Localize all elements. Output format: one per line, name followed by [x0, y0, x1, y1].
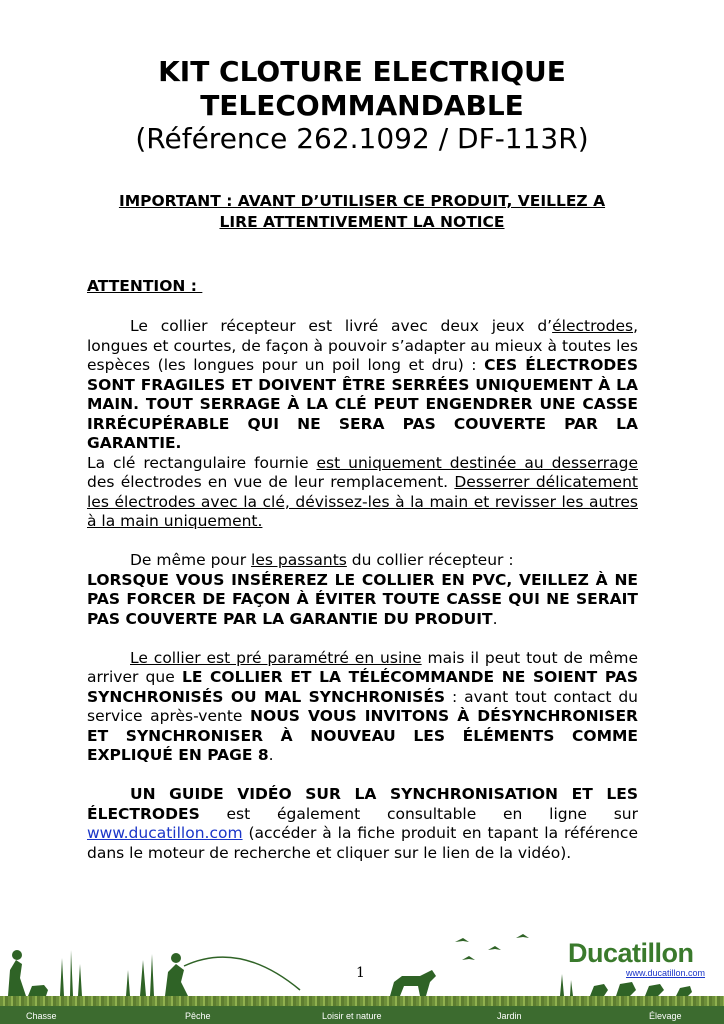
important-line-1: IMPORTANT : AVANT D’UTILISER CE PRODUIT, VEILLEZ A — [118, 192, 606, 210]
title-line-2: TELECOMMANDABLE — [200, 89, 524, 122]
text: mais il peut tout de même arriver que — [87, 648, 638, 686]
text: , longues et courtes, de façon à pouvoir s’adapter au mieux à toutes les espèces (les longues pour un poil long et dru) : — [87, 317, 638, 374]
text: : avant tout contact du service après-vente — [87, 687, 638, 725]
footer-category-bar — [0, 1006, 724, 1024]
footer-category-chasse: Chasse — [26, 1011, 57, 1021]
document-reference: (Référence 262.1092 / DF-113R) — [135, 122, 589, 155]
important-line-2: LIRE ATTENTIVEMENT LA NOTICE — [219, 213, 505, 231]
text: est également consultable en ligne sur — [199, 804, 638, 823]
document-body — [87, 317, 638, 883]
brand-url-link[interactable]: www.ducatillon.com — [626, 968, 706, 978]
grass-strip — [0, 996, 724, 1006]
ducatillon-link[interactable]: www.ducatillon.com — [87, 824, 243, 842]
text-bold: CES ÉLECTRODES SONT FRAGILES ET DOIVENT ÊTRE SERRÉES UNIQUEMENT À LA MAIN. TOUT SERRAGE À LA CLÉ PEUT ENGENDRER UNE CASSE IRRÉCUPÉRABLE QUI NE SERA PAS COUVERTE PAR LA GARANTIE. — [87, 356, 638, 452]
footer-category-elevage: Élevage — [649, 1011, 682, 1021]
attention-heading: ATTENTION : — [87, 277, 203, 295]
text: La clé rectangulaire fournie — [87, 453, 317, 472]
paragraph-passants — [87, 551, 638, 629]
page-number: 1 — [356, 965, 365, 981]
text: . — [268, 746, 274, 764]
text-bold: NOUS VOUS INVITONS À DÉSYNCHRONISER ET SYNCHRONISER À NOUVEAU LES ÉLÉMENTS COMME EXPLIQUÉ EN PAGE 8 — [87, 707, 638, 764]
text: (accéder à la fiche produit en tapant la référence dans le moteur de recherche et cliquer sur le lien de la vidéo). — [87, 824, 638, 862]
text-underlined: Desserrer délicatement les électrodes avec la clé, dévissez-les à la main et revisser les autres à la main uniquement. — [87, 473, 638, 530]
paragraph-synchronisation — [87, 649, 638, 766]
text-underlined: Le collier est pré paramétré en usine — [130, 648, 422, 667]
text: Le collier récepteur est livré avec deux jeux d’ — [130, 317, 553, 335]
text: des électrodes en vue de leur remplacement. — [87, 473, 455, 491]
title-line-1: KIT CLOTURE ELECTRIQUE — [158, 55, 566, 88]
page-footer — [0, 930, 724, 1024]
text: De même pour — [130, 551, 252, 569]
text-underlined: est uniquement destinée au desserrage — [316, 453, 638, 472]
text: . — [492, 609, 498, 628]
document-title — [0, 55, 724, 123]
paragraph-video-guide — [87, 785, 638, 863]
text-bold: LE COLLIER ET LA TÉLÉCOMMANDE NE SOIENT PAS SYNCHRONISÉS OU MAL SYNCHRONISÉS — [87, 668, 638, 706]
important-notice — [86, 191, 638, 233]
text-bold: UN GUIDE VIDÉO SUR LA SYNCHRONISATION ET LES ÉLECTRODES — [87, 785, 638, 823]
brand-logo: Ducatillon — [568, 938, 694, 968]
footer-category-jardin: Jardin — [497, 1011, 522, 1021]
text-underlined: électrodes — [552, 317, 634, 335]
footer-category-peche: Pêche — [185, 1011, 211, 1021]
footer-category-loisir: Loisir et nature — [322, 1011, 382, 1021]
text-underlined: les passants — [251, 551, 347, 569]
text-bold: LORSQUE VOUS INSÉREREZ LE COLLIER EN PVC, VEILLEZ À NE PAS FORCER DE FAÇON À ÉVITER TOUTE CASSE QUI NE SERAIT PAS COUVERTE PAR LA GARANTIE DU PRODUIT — [87, 570, 638, 628]
paragraph-electrodes — [87, 317, 638, 532]
text: du collier récepteur : — [346, 551, 514, 569]
